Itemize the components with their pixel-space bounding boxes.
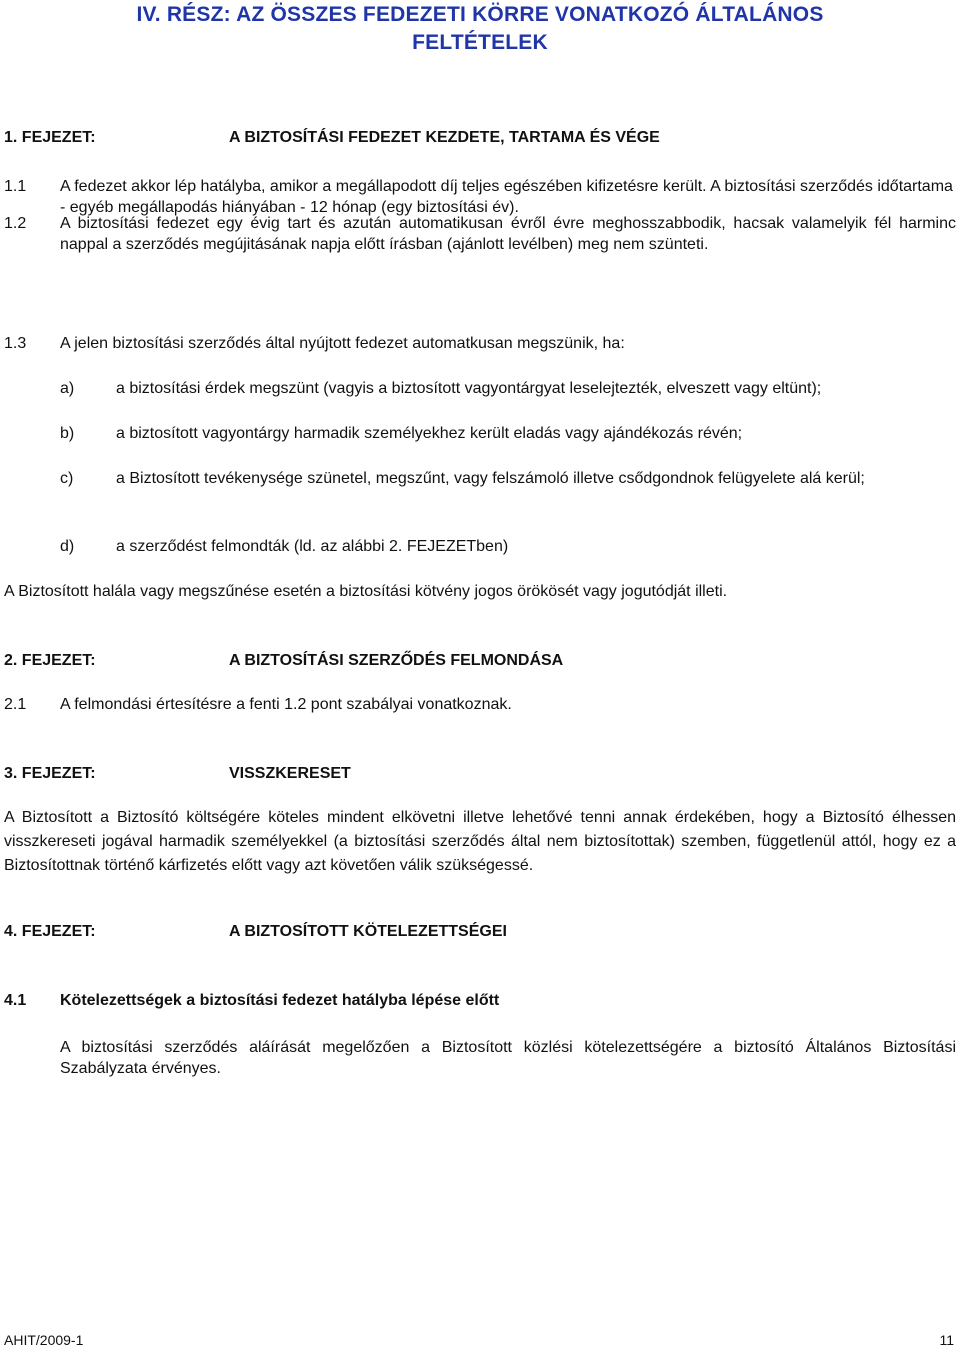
section-1-2-text: A biztosítási fedezet egy évig tart és azután automatikusan évről évre meghosszabbodik, hacsak valamelyik fél harminc nappal a szerződés megújitásának napja előtt írásban (ajánlott levélben) meg nem szünteti. xyxy=(60,215,956,253)
chapter-2-number: 2. FEJEZET: xyxy=(4,652,96,669)
chapter-4-number: 4. FEJEZET: xyxy=(4,923,96,940)
section-4-1-number: 4.1 xyxy=(4,992,27,1009)
section-1-3-number: 1.3 xyxy=(4,335,27,352)
list-item-b-letter: b) xyxy=(60,425,75,442)
section-1-1-number: 1.1 xyxy=(4,178,27,195)
list-item-a-text: a biztosítási érdek megszünt (vagyis a biztosított vagyontárgyat leselejtezték, elveszett vagy eltünt); xyxy=(116,380,822,397)
chapter-1-number: 1. FEJEZET: xyxy=(4,129,96,146)
footer-document-code: AHIT/2009-1 xyxy=(4,1332,84,1348)
chapter-3-title: VISSZKERESET xyxy=(229,765,351,782)
list-item-c-text: a Biztosított tevékenysége szünetel, megszűnt, vagy felszámoló illetve csődgondnok felügyelete alá kerül; xyxy=(116,470,865,487)
chapter-1-title: A BIZTOSÍTÁSI FEDEZET KEZDETE, TARTAMA ÉS VÉGE xyxy=(229,129,660,146)
section-1-2-number: 1.2 xyxy=(4,215,27,232)
page-title-line-1: IV. RÉSZ: AZ ÖSSZES FEDEZETI KÖRRE VONATKOZÓ ÁLTALÁNOS xyxy=(136,3,824,26)
list-item-c-letter: c) xyxy=(60,470,74,487)
list-item-a-letter: a) xyxy=(60,380,75,397)
list-item-d-text: a szerződést felmondták (ld. az alábbi 2. FEJEZETben) xyxy=(116,538,509,555)
footer-page-number: 11 xyxy=(939,1332,954,1348)
page-title-line-2: FELTÉTELEK xyxy=(412,31,548,54)
list-item-b-text: a biztosított vagyontárgy harmadik személyekhez került eladás vagy ajándékozás révén; xyxy=(116,425,743,442)
chapter-1-closing-text: A Biztosított halála vagy megszűnése esetén a biztosítási kötvény jogos örökösét vagy jogutódját illeti. xyxy=(4,583,728,600)
chapter-3-number: 3. FEJEZET: xyxy=(4,765,96,782)
section-2-1-text: A felmondási értesítésre a fenti 1.2 pont szabályai vonatkoznak. xyxy=(60,696,512,713)
chapter-4-title: A BIZTOSÍTOTT KÖTELEZETTSÉGEI xyxy=(229,923,507,940)
section-1-1-text: A fedezet akkor lép hatályba, amikor a megállapodott díj teljes egészében kifizetésre került. A biztosítási szerződés időtartama - egyéb megállapodás hiányában - 12 hónap (egy biztosítási év). xyxy=(60,178,953,216)
section-4-1-text: A biztosítási szerződés aláírását megelőzően a Biztosított közlési kötelezettségére a biztosító Általános Biztosítási Szabályzata érvényes. xyxy=(60,1039,956,1077)
chapter-2-title: A BIZTOSÍTÁSI SZERZŐDÉS FELMONDÁSA xyxy=(229,652,564,669)
section-1-3-text: A jelen biztosítási szerződés által nyújtott fedezet automatkusan megszünik, ha: xyxy=(60,335,625,352)
section-2-1-number: 2.1 xyxy=(4,696,27,713)
chapter-3-text: A Biztosított a Biztosító költségére köteles mindent elkövetni illetve lehetővé tenni annak érdekében, hogy a Biztosító élhessen visszkereseti jogával harmadik személyekkel (a biztosítási szerződés által nem biztosítottak) szemben, függetlenül attól, hogy ez a Biztosítottnak történő kárfizetés előtt vagy azt követően válik szükségessé. xyxy=(4,809,956,874)
list-item-d-letter: d) xyxy=(60,538,75,555)
section-4-1-heading: Kötelezettségek a biztosítási fedezet hatályba lépése előtt xyxy=(60,992,500,1009)
